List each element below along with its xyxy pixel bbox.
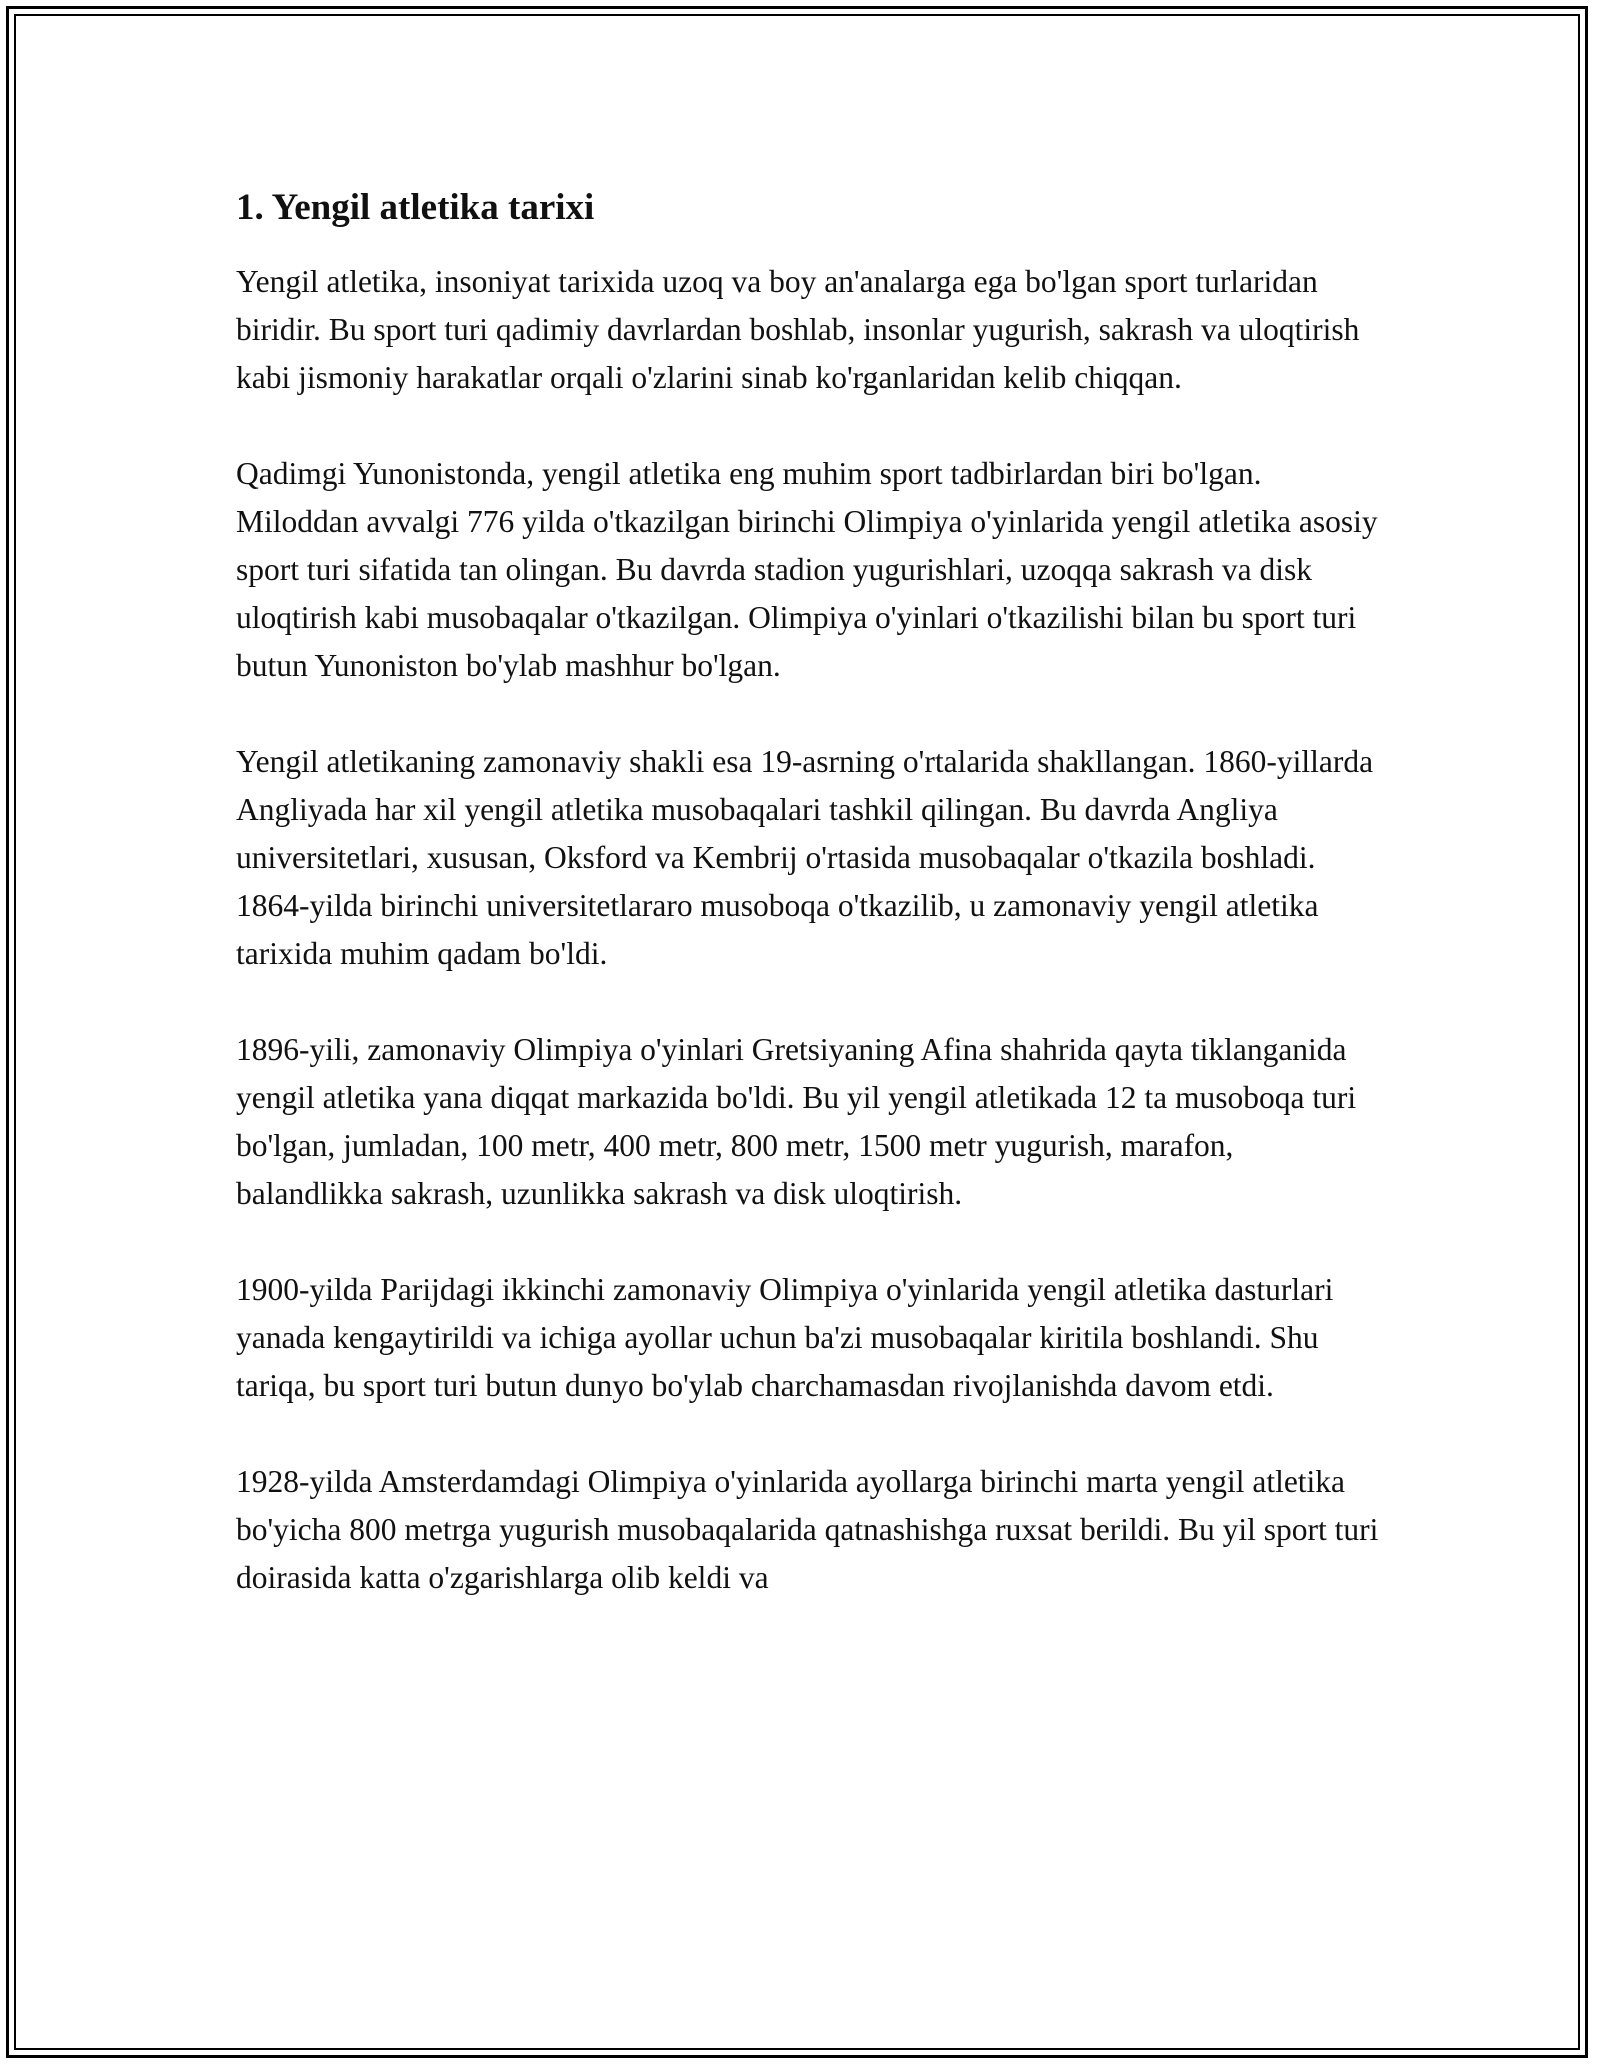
paragraph-3: Yengil atletikaning zamonaviy shakli esa 19-asrning o'rtalarida shakllangan. 1860-yillarda Angliyada har xil yengil atletika musobaqalari tashkil qilingan. Bu davrda Angliya universitetlari, xususan, Oksford va Kembrij o'rtasida musobaqalar o'tkazila boshladi. 1864-yilda birinchi universitetlararo musoboqa o'tkazilib, u zamonaviy yengil atletika tarixida muhim qadam bo'ldi. (236, 744, 1374, 972)
paragraph-6: 1928-yilda Amsterdamdagi Olimpiya o'yinlarida ayollarga birinchi marta yengil atletika bo'yicha 800 metrga yugurish musobaqalarida qatnashishga ruxsat berildi. Bu yil sport turi doirasida katta o'zgarishlarga olib keldi va (236, 1464, 1379, 1596)
paragraph-5: 1900-yilda Parijdagi ikkinchi zamonaviy Olimpiya o'yinlarida yengil atletika dasturlari yanada kengaytirildi va ichiga ayollar uchun ba'zi musobaqalar kiritila boshlandi. Shu tariqa, bu sport turi butun dunyo bo'ylab charchamasdan rivojlanishda davom etdi. (236, 1272, 1334, 1404)
paragraph-2: Qadimgi Yunonistonda, yengil atletika eng muhim sport tadbirlardan biri bo'lgan. Miloddan avvalgi 776 yilda o'tkazilgan birinchi Olimpiya o'yinlarida yengil atletika asosiy sport turi sifatida tan olingan. Bu davrda stadion yugurishlari, uzoqqa sakrash va disk uloqtirish kabi musobaqalar o'tkazilgan. Olimpiya o'yinlari o'tkazilishi bilan bu sport turi butun Yunoniston bo'ylab mashhur bo'lgan. (236, 456, 1378, 684)
paragraph-4: 1896-yili, zamonaviy Olimpiya o'yinlari Gretsiyaning Afina shahrida qayta tiklanganida yengil atletika yana diqqat markazida bo'ldi. Bu yil yengil atletikada 12 ta musoboqa turi bo'lgan, jumladan, 100 metr, 400 metr, 800 metr, 1500 metr yugurish, marafon, balandlikka sakrash, uzunlikka sakrash va disk uloqtirish. (236, 1032, 1357, 1212)
document-body (236, 186, 1386, 1650)
paragraph-1: Yengil atletika, insoniyat tarixida uzoq va boy an'analarga ega bo'lgan sport turlaridan biridir. Bu sport turi qadimiy davrlardan boshlab, insonlar yugurish, sakrash va uloqtirish kabi jismoniy harakatlar orqali o'zlarini sinab ko'rganlaridan kelib chiqqan. (236, 264, 1360, 396)
section-title: 1. Yengil atletika tarixi (236, 187, 595, 228)
